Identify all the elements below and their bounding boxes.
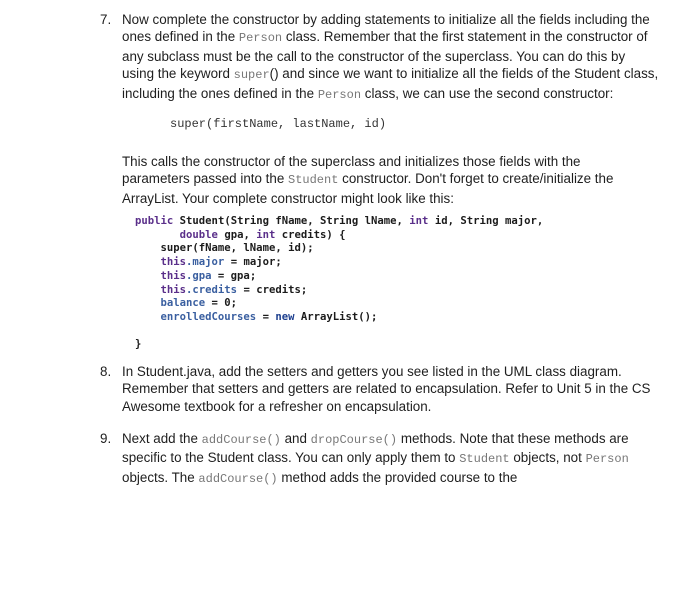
inline-code: Student bbox=[459, 452, 510, 467]
text-run: methods. Note that these methods are specific to the Student class. You can only apply them to bbox=[122, 431, 629, 466]
keyword: double bbox=[179, 228, 218, 241]
super-call-code: super(firstName, lastName, id) bbox=[170, 117, 387, 131]
inline-code: Person bbox=[238, 31, 283, 46]
field: .gpa bbox=[186, 269, 212, 282]
code-text: = credits; bbox=[237, 283, 308, 296]
code-text: credits) { bbox=[275, 228, 346, 241]
keyword: new bbox=[275, 310, 295, 323]
constructor-code-block bbox=[135, 215, 543, 352]
text-run: objects. The bbox=[122, 469, 199, 485]
text-run: and bbox=[280, 431, 311, 446]
text-run: () and since we want to initialize all the fields of the Student class, including the ones defined in the bbox=[122, 66, 659, 101]
step-number: 8. bbox=[100, 364, 112, 379]
step-8 bbox=[100, 363, 660, 415]
inline-code: addCourse() bbox=[198, 471, 278, 486]
field: enrolledCourses bbox=[160, 310, 257, 323]
keyword: this bbox=[160, 256, 187, 269]
text-run: objects, not bbox=[509, 450, 586, 466]
step-7 bbox=[100, 11, 660, 104]
text-run: class, we can use the second constructor: bbox=[361, 85, 614, 101]
text-run: Next add the bbox=[122, 431, 202, 446]
keyword: int bbox=[409, 215, 429, 227]
keyword: public bbox=[135, 215, 174, 227]
keyword: this bbox=[160, 283, 187, 296]
keyword: this bbox=[160, 269, 187, 282]
step-number: 9. bbox=[100, 431, 112, 446]
code-text: gpa, bbox=[217, 228, 257, 241]
text-run: This calls the constructor of the superclass and initializes those fields with the parameters passed into the bbox=[122, 154, 581, 187]
step-7-text bbox=[122, 11, 660, 104]
constructor-name: Student bbox=[179, 215, 225, 227]
text-run: constructor. Don't forget to create/initialize the ArrayList. Your complete constructor might look like this: bbox=[122, 171, 614, 206]
step-number: 7. bbox=[100, 12, 112, 27]
step-9 bbox=[100, 430, 660, 488]
inline-code: dropCourse() bbox=[310, 433, 398, 447]
code-text: = bbox=[256, 310, 276, 323]
step-8-text: In Student.java, add the setters and getters you see listed in the UML class diagram. Remember that setters and getters are related to encapsulation. Refer to Unit 5 in the CS Awesome textbook for a refresher on encapsulation. bbox=[122, 364, 651, 414]
step-9-text bbox=[122, 430, 660, 488]
code-text: = major; bbox=[224, 256, 282, 269]
keyword: int bbox=[256, 228, 276, 241]
text-run: class. Remember that the first statement in the constructor of any subclass must be the call to the constructor of the superclass. You can do this by using the keyword bbox=[122, 29, 648, 82]
code-text: = 0; bbox=[205, 297, 238, 310]
field: balance bbox=[160, 297, 206, 310]
closing-brace: } bbox=[135, 338, 142, 351]
text-run: Now complete the constructor by adding statements to initialize all the fields including the ones defined in the bbox=[122, 12, 650, 45]
superclass-paragraph bbox=[122, 153, 622, 207]
inline-code: Student bbox=[288, 173, 339, 188]
text-run: method adds the provided course to the bbox=[277, 469, 518, 485]
code-text: ArrayList(); bbox=[294, 310, 378, 323]
code-text: = gpa; bbox=[211, 269, 257, 282]
inline-code: addCourse() bbox=[201, 433, 281, 447]
field: .major bbox=[186, 256, 225, 269]
code-text: super(fName, lName, id); bbox=[160, 242, 314, 255]
inline-code: super bbox=[233, 68, 270, 83]
code-text: (String fName, String lName, bbox=[224, 215, 410, 227]
field: .credits bbox=[186, 283, 238, 296]
inline-code: Person bbox=[585, 452, 629, 467]
inline-code: Person bbox=[317, 87, 362, 102]
code-text: id, String major, bbox=[428, 215, 544, 227]
